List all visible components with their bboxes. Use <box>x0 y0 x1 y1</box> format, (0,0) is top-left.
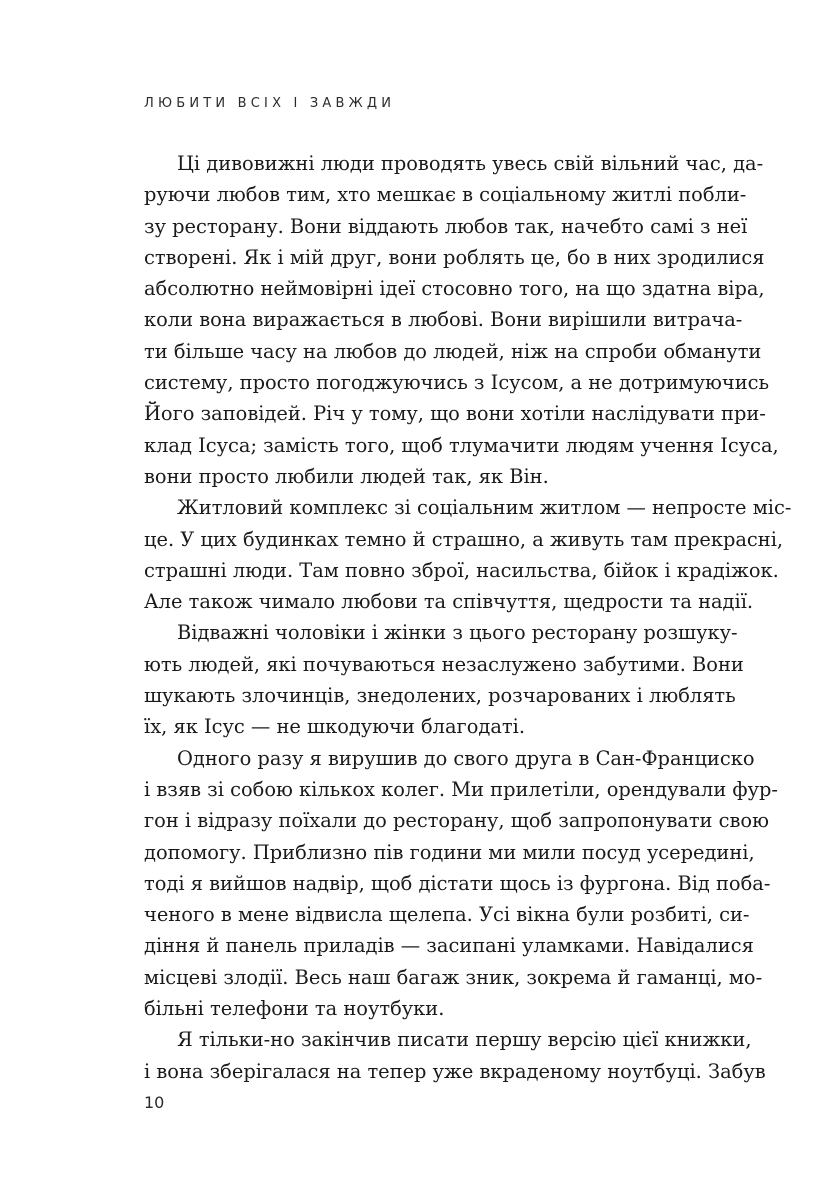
text-line: діння й панель приладів — засипані уламками. Навідалися <box>144 934 754 958</box>
text-line: Житловий комплекс зі соціальним житлом — непросте міс- <box>177 496 792 520</box>
paragraph-3 <box>144 617 744 742</box>
body-text <box>144 148 792 1087</box>
text-line: Відважні чоловіки і жінки з цього ресторану розшуку- <box>177 621 738 645</box>
page-number: 10 <box>144 1093 165 1112</box>
text-line: Я тільки-но закінчив писати першу версію цієї книжки, <box>177 1028 752 1052</box>
text-line: ченого в мене відвисла щелепа. Усі вікна були розбиті, си- <box>144 903 750 927</box>
paragraph-5 <box>144 1024 766 1087</box>
text-line: ти більше часу на любов до людей, ніж на спроби обманути <box>144 339 762 363</box>
paragraph-4 <box>144 743 778 1025</box>
text-line: більні телефони та ноутбуки. <box>144 997 445 1021</box>
text-line: страшні люди. Там повно зброї, насильства, бійок і крадіжок. <box>144 558 779 582</box>
text-line: ють людей, які почуваються незаслужено забутими. Вони <box>144 652 744 676</box>
paragraph-1 <box>144 148 779 492</box>
text-line: це. У цих будинках темно й страшно, а живуть там прекрасні, <box>144 527 784 551</box>
text-line: клад Ісуса; замість того, щоб тлумачити людям учення Ісуса, <box>144 433 779 457</box>
text-line: коли вона виражається в любові. Вони вирішили витрача- <box>144 308 743 332</box>
paragraph-2 <box>144 492 792 617</box>
text-line: Одного разу я вирушив до свого друга в Сан-Франциско <box>177 746 755 770</box>
text-line: зу ресторану. Вони віддають любов так, начебто самі з неї <box>144 214 748 238</box>
text-line: створені. Як і мій друг, вони роблять це, бо в них зродилися <box>144 245 765 269</box>
text-line: і вона зберігалася на тепер уже вкраденому ноутбуці. Забув <box>144 1059 766 1083</box>
text-line: вони просто любили людей так, як Він. <box>144 464 549 488</box>
running-header: ЛЮБИТИ ВСІХ І ЗАВЖДИ <box>144 96 396 111</box>
text-line: і взяв зі собою кількох колег. Ми прилетіли, орендували фур- <box>144 777 778 801</box>
text-line: місцеві злодії. Весь наш багаж зник, зокрема й гаманці, мо- <box>144 965 763 989</box>
text-line: тоді я вийшов надвір, щоб дістати щось із фургона. Від поба- <box>144 871 771 895</box>
text-line: допомогу. Приблизно пів години ми мили посуд усередині, <box>144 840 755 864</box>
text-line: гон і відразу поїхали до ресторану, щоб запропонувати свою <box>144 809 769 833</box>
text-line: Його заповідей. Річ у тому, що вони хотіли наслідувати при- <box>144 402 766 426</box>
text-line: систему, просто погоджуючись з Ісусом, а не дотримуючись <box>144 371 770 395</box>
text-line: Ці дивовижні люди проводять увесь свій вільний час, да- <box>177 152 764 175</box>
text-line: руючи любов тим, хто мешкає в соціальному житлі побли- <box>144 183 747 207</box>
text-line: їх, як Ісус — не шкодуючи благодаті. <box>144 715 525 739</box>
text-line: абсолютно неймовірні ідеї стосовно того, на що здатна віра, <box>144 277 765 301</box>
text-line: Але також чимало любови та співчуття, щедрости та надії. <box>144 590 754 614</box>
text-line: шукають злочинців, знедолених, розчарованих і люблять <box>144 684 736 708</box>
